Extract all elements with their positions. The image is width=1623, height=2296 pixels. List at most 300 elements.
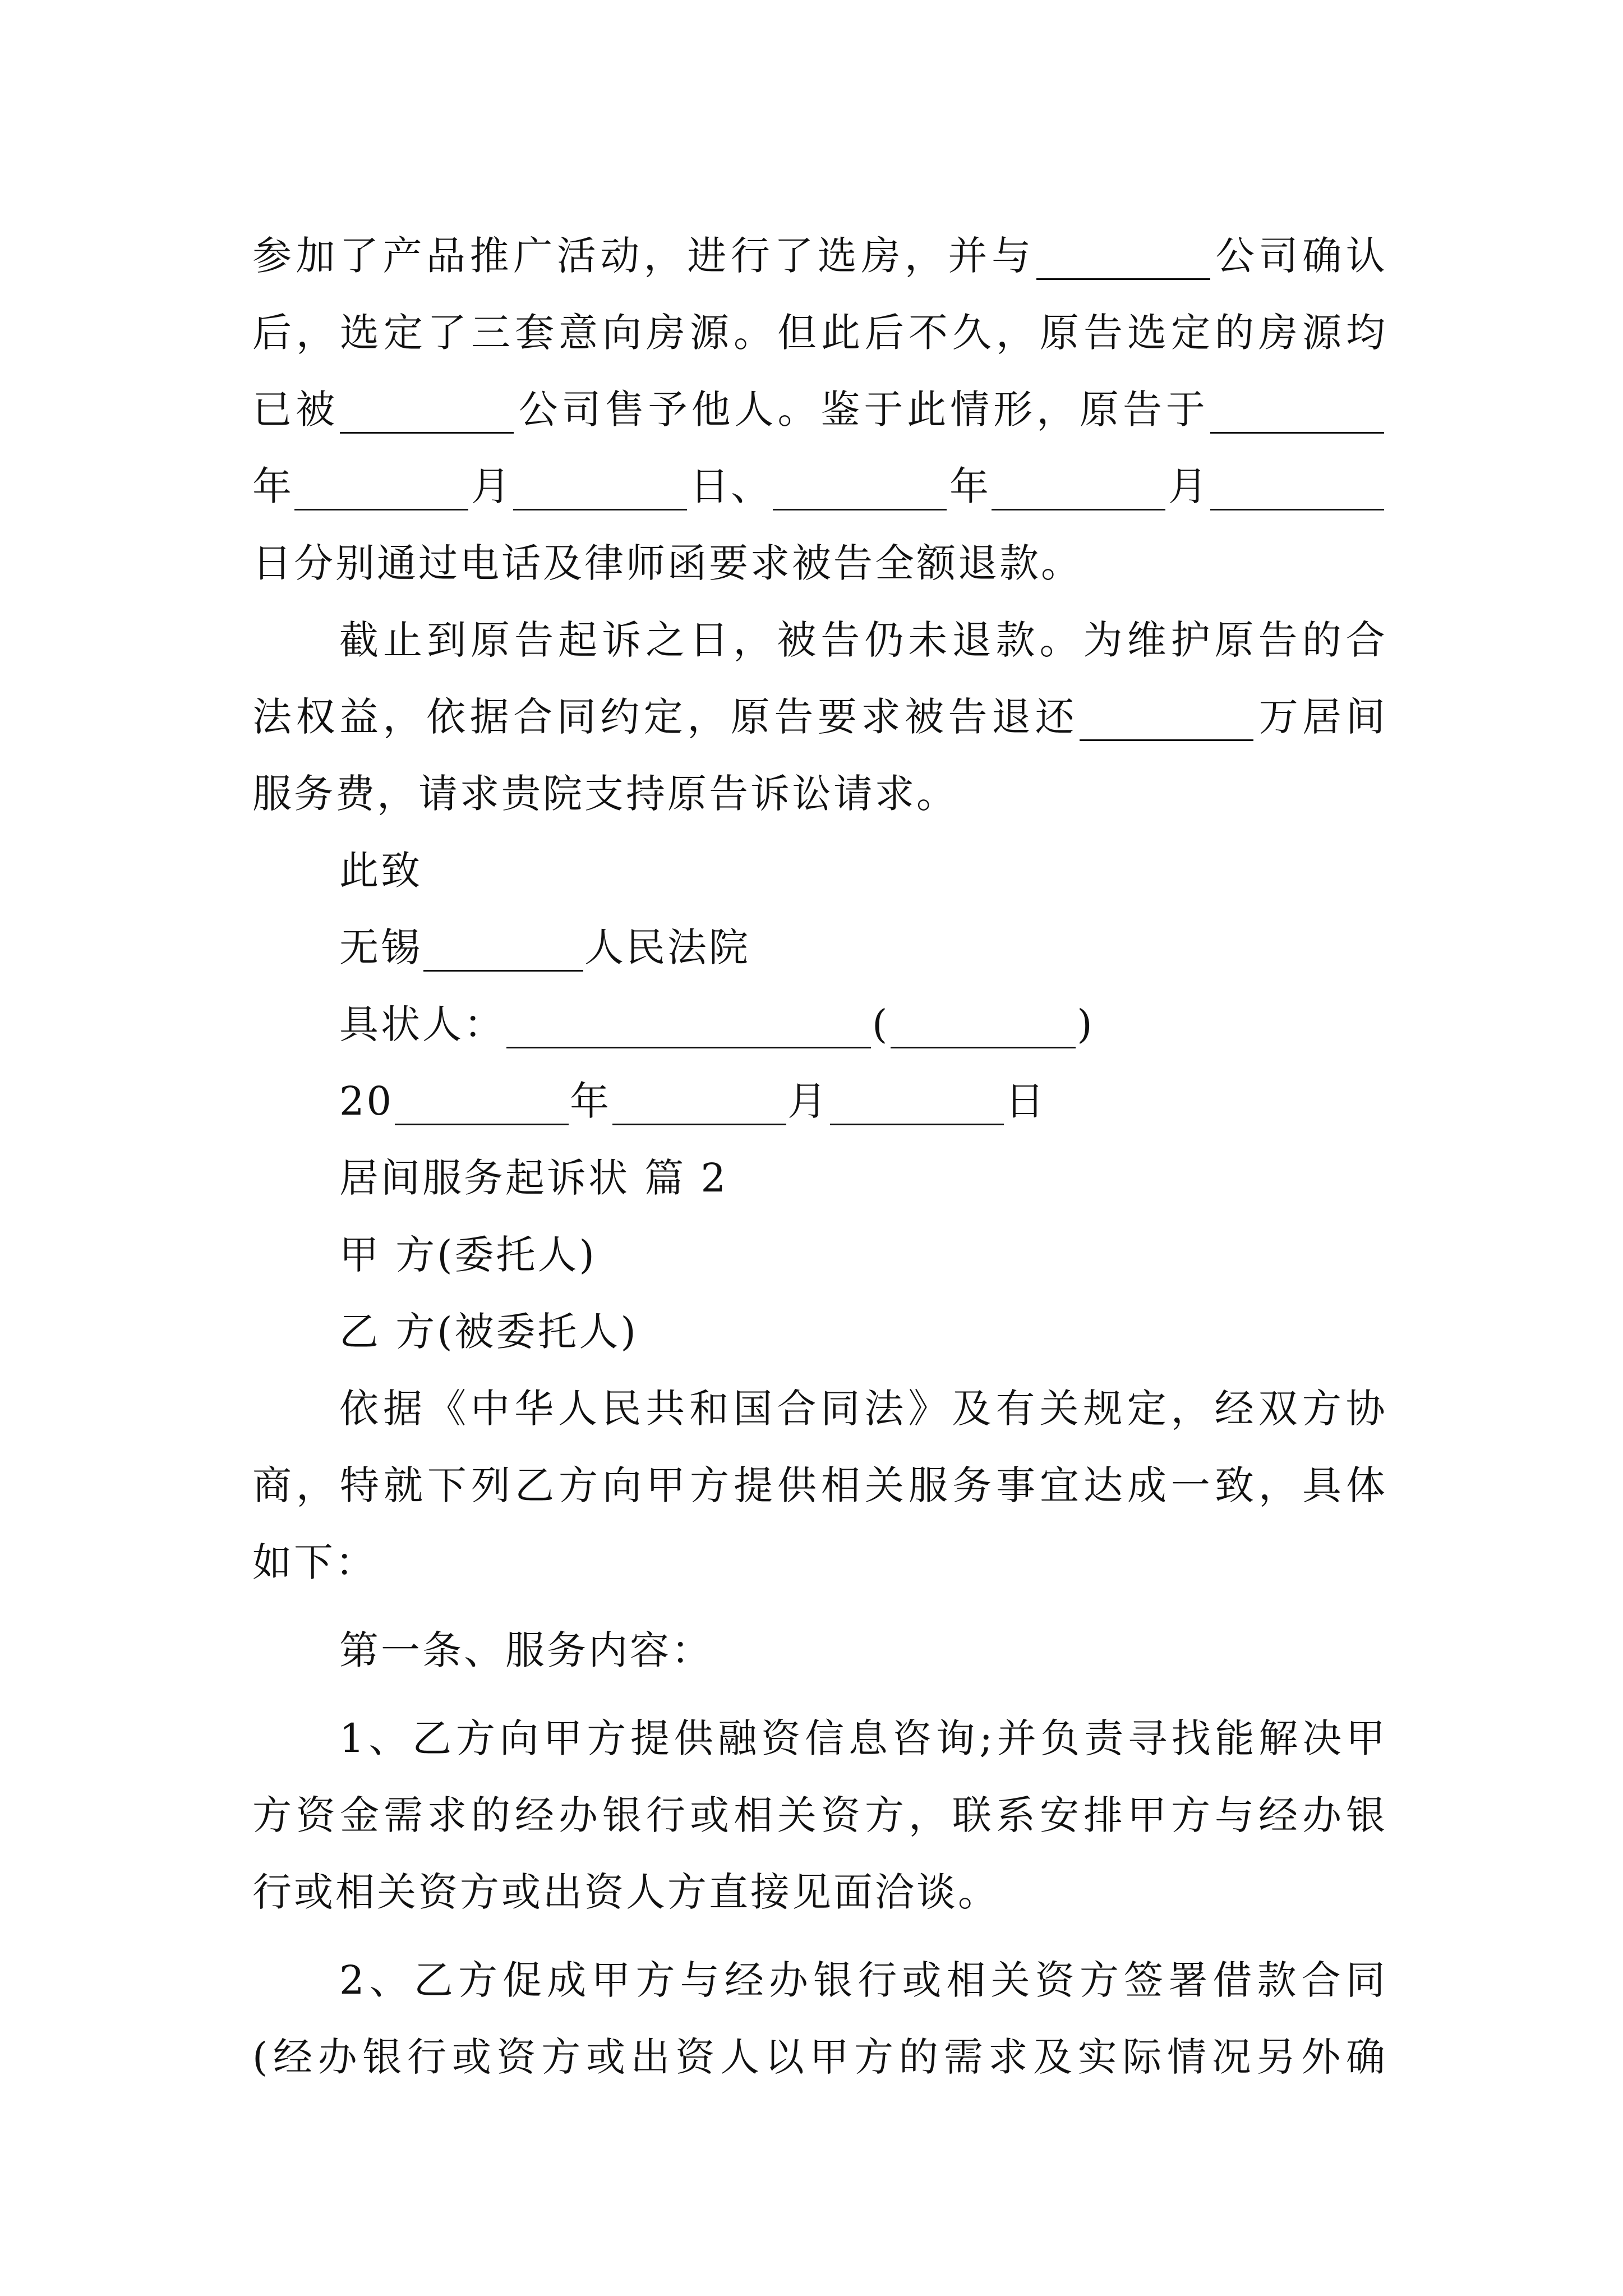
char: 讼 [792, 771, 833, 817]
char: 全 [875, 540, 916, 586]
char: 广 [513, 233, 553, 279]
char: 房 [1258, 310, 1298, 356]
char: 的 [1215, 310, 1254, 356]
char: 告 [709, 771, 750, 817]
court-prefix: 无锡 [339, 924, 422, 970]
char: 列 [471, 1462, 510, 1508]
char: 方 [854, 2034, 894, 2080]
signer-line [252, 986, 1385, 1063]
char: 乙 [515, 1462, 554, 1508]
char: 与 [992, 233, 1031, 279]
char: ， [1036, 386, 1076, 432]
char: 资 [821, 1792, 860, 1838]
char: 寻 [1127, 1715, 1167, 1761]
char: 源 [1302, 310, 1341, 356]
char: 款 [999, 540, 1041, 586]
paragraph-line [252, 756, 1385, 832]
char: 就 [384, 1462, 423, 1508]
char: 品 [426, 233, 466, 279]
char: 负 [1040, 1715, 1080, 1761]
char: 宜 [1040, 1462, 1079, 1508]
char: 求 [875, 771, 916, 817]
char: 原 [1214, 617, 1254, 663]
char: 甲 [809, 2034, 849, 2080]
char: 需 [384, 1792, 423, 1838]
document-body [252, 218, 1385, 2096]
char: 法 [252, 694, 292, 740]
char: 了 [774, 233, 814, 279]
char: 方 [455, 1715, 495, 1761]
char: 排 [1083, 1792, 1123, 1838]
signer-label: 具状人： [339, 1001, 505, 1047]
fill-blank [340, 393, 514, 434]
char: 国 [733, 1386, 773, 1432]
char: 办 [768, 1957, 808, 2003]
char: 。 [958, 1869, 999, 1915]
char: 定 [384, 310, 423, 356]
char: 或 [294, 1869, 335, 1915]
char: 贵 [501, 771, 543, 817]
char: 办 [1302, 1792, 1341, 1838]
char: 售 [605, 386, 644, 432]
char: 向 [602, 310, 642, 356]
char: 办 [559, 1792, 598, 1838]
char: 人 [558, 1386, 598, 1432]
char: 资 [761, 1715, 801, 1761]
char: 行 [407, 2034, 447, 2080]
paragraph-line [252, 679, 1385, 756]
char: 银 [813, 1957, 853, 2003]
char: ： [335, 1539, 377, 1585]
paragraph-line [252, 371, 1385, 448]
char: 之 [645, 617, 685, 663]
char: 止 [383, 617, 423, 663]
char: 《 [427, 1386, 467, 1432]
char: 经 [515, 1792, 554, 1838]
char: 乙 [413, 1957, 453, 2003]
char: 供 [674, 1715, 713, 1761]
party-b [252, 1294, 1385, 1370]
char: 询 [935, 1715, 975, 1761]
fill-blank [1210, 470, 1384, 510]
char: 的 [471, 1792, 510, 1838]
fill-blank [1036, 239, 1210, 280]
char: 关 [1039, 1386, 1079, 1432]
char: 资 [675, 2034, 715, 2080]
char: 并 [997, 1715, 1036, 1761]
signer-name-blank [506, 1007, 871, 1048]
party-a-text: 甲 方(委托人) [339, 1232, 597, 1278]
char: 咨 [892, 1715, 932, 1761]
char: 护 [1170, 617, 1210, 663]
char: 决 [1302, 1715, 1342, 1761]
char: 相 [734, 1792, 773, 1838]
char: 下 [294, 1539, 335, 1585]
char: 实 [1077, 2034, 1117, 2080]
char: 情 [1167, 2034, 1207, 2080]
char: 方 [460, 1869, 501, 1915]
char: ， [382, 694, 422, 740]
char: 同 [1345, 1957, 1385, 2003]
char: 告 [1083, 310, 1123, 356]
char: 签 [1124, 1957, 1164, 2003]
char: 退 [992, 694, 1031, 740]
char: 方 [458, 1957, 497, 2003]
char: 经 [724, 1957, 764, 2003]
char: 出 [543, 1869, 584, 1915]
char: 后 [252, 310, 292, 356]
party-b-text: 乙 方(被委托人) [339, 1309, 638, 1355]
char: 分 [294, 540, 335, 586]
char: 致 [1215, 1462, 1254, 1508]
date-prefix: 20 [339, 1078, 394, 1124]
char: 促 [502, 1957, 542, 2003]
char: 告 [514, 617, 554, 663]
char: 推 [469, 233, 509, 279]
char: 认 [1345, 233, 1385, 279]
char: 请 [833, 771, 875, 817]
article-heading-text: 第一条、服务内容： [339, 1627, 713, 1673]
char: 求 [861, 694, 901, 740]
char: 经 [1214, 1386, 1254, 1432]
char: 请 [418, 771, 460, 817]
char: 过 [418, 540, 460, 586]
char: 甲 [591, 1957, 631, 2003]
char: 安 [1040, 1792, 1079, 1838]
char: 于 [1165, 386, 1205, 432]
char: 特 [340, 1462, 379, 1508]
char: 退 [958, 540, 999, 586]
char: 成 [1127, 1462, 1166, 1508]
char: 法 [864, 1386, 904, 1432]
char: 华 [514, 1386, 554, 1432]
char: 、 [369, 1957, 409, 2003]
date-month: 月 [787, 1078, 829, 1124]
char: 信 [805, 1715, 845, 1761]
char: 银 [362, 2034, 402, 2080]
char: 方 [541, 2034, 581, 2080]
char: 行 [646, 1792, 685, 1838]
char: 。 [777, 386, 817, 432]
char: 律 [584, 540, 626, 586]
char: 解 [1258, 1715, 1298, 1761]
char: 接 [750, 1869, 792, 1915]
char: 乙 [412, 1715, 452, 1761]
char: 求 [988, 2034, 1028, 2080]
char: 体 [1346, 1462, 1385, 1508]
char: 定 [1171, 310, 1210, 356]
char: 情 [950, 386, 990, 432]
char: 相 [821, 1462, 860, 1508]
char: ， [996, 310, 1035, 356]
char: 师 [626, 540, 667, 586]
fill-blank [1210, 393, 1384, 434]
char: 仍 [864, 617, 904, 663]
char: 万 [1258, 694, 1298, 740]
char: 告 [774, 694, 814, 740]
fill-blank [992, 470, 1165, 510]
char: 月 [1168, 463, 1207, 509]
char: 间 [1345, 694, 1385, 740]
char: 告 [948, 694, 988, 740]
char: 如 [252, 1539, 294, 1585]
char: 此 [821, 310, 860, 356]
char: 况 [1211, 2034, 1251, 2080]
char: 方 [1302, 1386, 1341, 1432]
char: 或 [690, 1792, 729, 1838]
char: 另 [1256, 2034, 1296, 2080]
char: 确 [1302, 233, 1342, 279]
char: 了 [339, 233, 379, 279]
char: 关 [990, 1957, 1030, 2003]
char: 日 [252, 540, 294, 586]
char: 依 [426, 694, 466, 740]
char: 日 [690, 463, 729, 509]
char: 的 [898, 2034, 938, 2080]
char: 此 [907, 386, 947, 432]
char: 不 [909, 310, 948, 356]
date-day-blank [830, 1084, 1004, 1125]
char: 见 [792, 1869, 833, 1915]
char: 加 [296, 233, 335, 279]
char: 行 [252, 1869, 294, 1915]
char: 服 [909, 1462, 948, 1508]
char: 鉴 [820, 386, 860, 432]
char: 费 [335, 771, 377, 817]
char: 合 [513, 694, 553, 740]
char: 务 [952, 1462, 992, 1508]
char: 年 [949, 463, 989, 509]
char: 方 [1171, 1792, 1210, 1838]
char: 达 [1083, 1462, 1123, 1508]
char: 》 [908, 1386, 948, 1432]
char: 为 [1083, 617, 1123, 663]
char: 的 [1302, 617, 1341, 663]
char: 或 [501, 1869, 543, 1915]
char: 未 [908, 617, 948, 663]
court-blank [423, 931, 583, 972]
char: 商 [252, 1462, 292, 1508]
char: 被 [792, 540, 833, 586]
paragraph-line [252, 1854, 1385, 1931]
char: 院 [543, 771, 584, 817]
char: 经 [1258, 1792, 1298, 1838]
char: 甲 [543, 1715, 583, 1761]
char: 人 [734, 386, 774, 432]
char: 经 [273, 2034, 313, 2080]
court-line [252, 909, 1385, 986]
char: 成 [547, 1957, 587, 2003]
char: 方 [865, 1792, 904, 1838]
char: 人 [720, 2034, 760, 2080]
char: 或 [902, 1957, 942, 2003]
char: 三 [471, 310, 510, 356]
char: 。 [1039, 617, 1079, 663]
fill-blank [1080, 700, 1253, 741]
char: 求 [427, 1792, 467, 1838]
char: ， [904, 233, 944, 279]
char: 选 [817, 233, 857, 279]
char: 并 [948, 233, 988, 279]
char: 资 [1035, 1957, 1075, 2003]
char: 居 [1302, 694, 1342, 740]
paragraph-line [252, 1447, 1385, 1524]
char: 后 [865, 310, 904, 356]
char: 函 [667, 540, 709, 586]
section-heading [252, 1140, 1385, 1217]
char: 需 [943, 2034, 983, 2080]
char: ; [979, 1715, 993, 1761]
char: 还 [1035, 694, 1075, 740]
char: ， [909, 1792, 948, 1838]
fill-blank [773, 470, 947, 510]
char: 有 [995, 1386, 1035, 1432]
char: 依 [339, 1386, 379, 1432]
char: 合 [1345, 617, 1385, 663]
char: 于 [864, 386, 903, 432]
char: 方 [587, 1715, 626, 1761]
char: 直 [709, 1869, 750, 1915]
char: 告 [1122, 386, 1162, 432]
fill-blank [294, 470, 468, 510]
char: 同 [556, 694, 596, 740]
char: 选 [1127, 310, 1166, 356]
char: 定 [643, 694, 683, 740]
fill-blank [513, 470, 687, 510]
char: 甲 [646, 1462, 685, 1508]
char: 关 [865, 1462, 904, 1508]
char: 谈 [916, 1869, 958, 1915]
char: 甲 [1127, 1792, 1166, 1838]
char: 已 [252, 386, 292, 432]
char: 原 [1080, 386, 1119, 432]
char: 方 [667, 1869, 709, 1915]
salutation [252, 832, 1385, 909]
char: 行 [730, 233, 770, 279]
char: 或 [585, 2034, 625, 2080]
char: 选 [340, 310, 379, 356]
char: 诉 [750, 771, 792, 817]
char: 具 [1302, 1462, 1341, 1508]
paragraph-line [252, 218, 1385, 295]
date-year-blank [395, 1084, 569, 1125]
heading-text: 居间服务起诉状 篇 2 [339, 1155, 728, 1201]
char: 额 [916, 540, 958, 586]
char: 原 [1040, 310, 1079, 356]
char: 2 [339, 1957, 365, 2003]
char: 方 [559, 1462, 598, 1508]
char: 关 [377, 1869, 418, 1915]
char: 别 [335, 540, 377, 586]
signer-close-paren: ) [1077, 1001, 1095, 1047]
char: 人 [626, 1869, 667, 1915]
char: 益 [339, 694, 379, 740]
char: 求 [460, 771, 501, 817]
char: 向 [499, 1715, 539, 1761]
char: 据 [469, 694, 509, 740]
char: 款 [995, 617, 1035, 663]
char: 维 [1127, 617, 1166, 663]
char: 提 [734, 1462, 773, 1508]
char: 动 [600, 233, 640, 279]
char: 产 [382, 233, 422, 279]
char: 供 [777, 1462, 817, 1508]
char: 告 [833, 540, 875, 586]
char: 同 [820, 1386, 860, 1432]
char: 规 [1083, 1386, 1123, 1432]
char: 办 [317, 2034, 357, 2080]
char: 际 [1122, 2034, 1162, 2080]
char: ， [687, 694, 727, 740]
char: 洽 [875, 1869, 916, 1915]
char: 中 [471, 1386, 510, 1432]
char: 进 [687, 233, 727, 279]
char: 署 [1168, 1957, 1208, 2003]
char: 与 [1215, 1792, 1254, 1838]
char: 通 [377, 540, 418, 586]
char: 面 [833, 1869, 875, 1915]
char: 告 [1258, 617, 1298, 663]
char: 意 [559, 310, 598, 356]
char: 事 [996, 1462, 1035, 1508]
char: 及 [543, 540, 584, 586]
char: 源 [690, 310, 729, 356]
char: 支 [584, 771, 626, 817]
char: 定 [1127, 1386, 1166, 1432]
char: 形 [993, 386, 1033, 432]
char: 持 [626, 771, 667, 817]
char: 诉 [602, 617, 642, 663]
char: 协 [1345, 1386, 1385, 1432]
char: 房 [646, 310, 685, 356]
char: 。 [916, 771, 958, 817]
char: 。 [734, 310, 773, 356]
char: 退 [952, 617, 992, 663]
char: ， [296, 1462, 335, 1508]
char: 参 [252, 233, 292, 279]
char: ( [252, 2034, 268, 2080]
char: 合 [777, 1386, 817, 1432]
char: 资 [418, 1869, 460, 1915]
date-year: 年 [570, 1078, 612, 1124]
date-day: 日 [1005, 1078, 1047, 1124]
paragraph-line [252, 1700, 1385, 1777]
char: 予 [648, 386, 688, 432]
char: 年 [252, 463, 292, 509]
paragraph-line [252, 1524, 1385, 1601]
char: 了 [427, 310, 467, 356]
char: 原 [667, 771, 709, 817]
char: 求 [750, 540, 792, 586]
char: 司 [1258, 233, 1298, 279]
char: 下 [427, 1462, 467, 1508]
paragraph-line [252, 2019, 1385, 2096]
char: 套 [515, 310, 554, 356]
char: 资 [296, 1792, 335, 1838]
char: 合 [1301, 1957, 1341, 2003]
char: 融 [717, 1715, 757, 1761]
char: 联 [952, 1792, 992, 1838]
char: 方 [252, 1792, 292, 1838]
article-heading [252, 1612, 1385, 1689]
char: 方 [635, 1957, 675, 2003]
char: 外 [1301, 2034, 1341, 2080]
char: 权 [296, 694, 335, 740]
char: 资 [584, 1869, 626, 1915]
char: 民 [602, 1386, 642, 1432]
char: 以 [764, 2034, 804, 2080]
char: 或 [451, 2034, 491, 2080]
